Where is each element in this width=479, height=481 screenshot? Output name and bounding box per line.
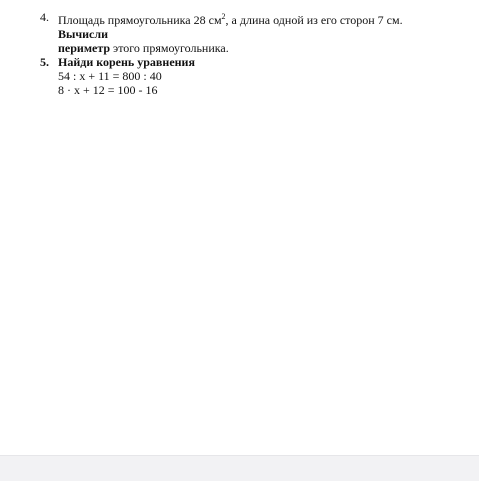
bottom-bar: [0, 455, 479, 481]
task-4: [40, 10, 450, 55]
task-4-superscript: 2: [221, 12, 226, 21]
task-4-text-part2: , а длина одной из его сторон 7 см.: [225, 13, 403, 27]
task-4-number: 4.: [40, 10, 49, 24]
task-4-text-part1: Площадь прямоугольника 28 см: [58, 13, 222, 27]
task-4-text: [58, 10, 450, 55]
task-5-title: Найди корень уравнения: [58, 55, 195, 69]
task-4-bold-calculate: Вычисли: [58, 27, 109, 41]
equation-1: 54 : x + 11 = 800 : 40: [58, 69, 162, 83]
task-5-number: 5.: [40, 55, 49, 69]
task-5-body: [58, 55, 450, 97]
task-4-text-part3: этого прямоугольника.: [110, 41, 229, 55]
equation-2: 8 · x + 12 = 100 - 16: [58, 83, 158, 97]
task-4-bold-perimeter: периметр: [58, 41, 111, 55]
task-5: [40, 55, 450, 97]
